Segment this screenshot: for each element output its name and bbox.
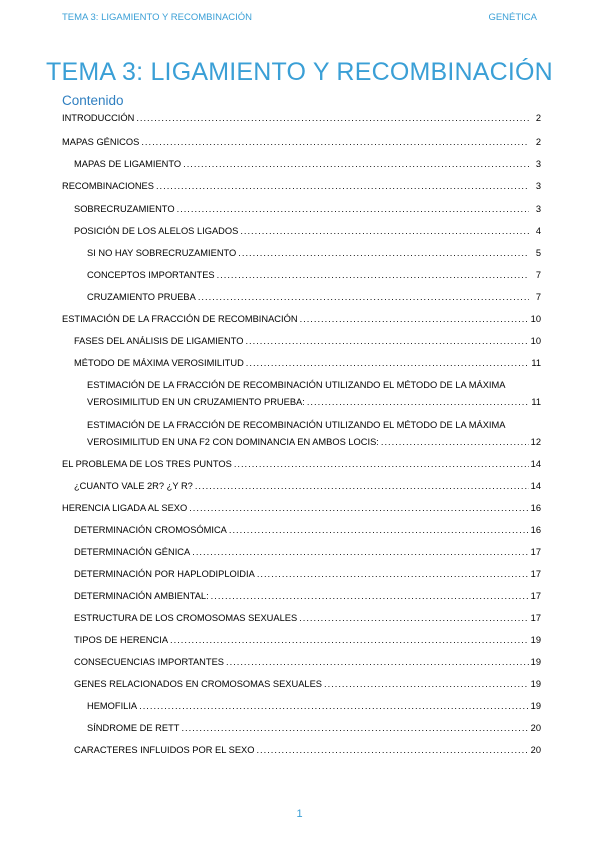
toc-leader — [211, 589, 529, 603]
toc-entry[interactable] — [62, 743, 541, 757]
toc-entry-text: TIPOS DE HERENCIA — [74, 635, 169, 645]
toc-leader — [141, 135, 529, 149]
toc-page-number: 10 — [530, 336, 541, 346]
toc-entry-text: DETERMINACIÓN CROMOSÓMICA — [74, 525, 227, 535]
toc-leader — [136, 111, 529, 125]
toc-page-number: 3 — [535, 159, 541, 169]
toc-page-number: 16 — [530, 503, 541, 513]
toc-entry[interactable] — [62, 633, 541, 647]
toc-entry-text: ESTIMACIÓN DE LA FRACCIÓN DE RECOMBINACIÓN UTILIZANDO EL MÉTODO DE LA MÁXIMA — [87, 420, 506, 430]
toc-entry-text: CONSECUENCIAS IMPORTANTES — [74, 657, 224, 667]
toc-leader — [177, 202, 529, 216]
toc-leader — [198, 290, 529, 304]
toc-entry[interactable] — [62, 312, 541, 326]
toc-page-number: 3 — [535, 181, 541, 191]
toc-entry[interactable] — [62, 567, 541, 581]
toc-entry[interactable] — [62, 157, 541, 171]
toc-entry-text: MAPAS GÉNICOS — [62, 137, 140, 147]
toc-entry[interactable] — [62, 111, 541, 125]
toc-leader — [183, 157, 529, 171]
toc-leader — [307, 394, 529, 411]
document-title: TEMA 3: LIGAMIENTO Y RECOMBINACIÓN — [46, 58, 553, 86]
toc-page-number: 11 — [531, 397, 541, 407]
toc-entry[interactable] — [62, 290, 541, 304]
toc-entry[interactable] — [62, 523, 541, 537]
toc-entry-text: VEROSIMILITUD EN UN CRUZAMIENTO PRUEBA: — [87, 397, 305, 407]
page-number-footer: 1 — [296, 808, 303, 820]
toc-page-number: 19 — [530, 657, 541, 667]
toc-entry-text: DETERMINACIÓN AMBIENTAL: — [74, 591, 209, 601]
toc-entry-text: MAPAS DE LIGAMIENTO — [74, 159, 182, 169]
toc-entry-text: MÉTODO DE MÁXIMA VEROSIMILITUD — [74, 358, 244, 368]
toc-entry-text: VEROSIMILITUD EN UNA F2 CON DOMINANCIA EN AMBOS LOCIS: — [87, 437, 379, 447]
toc-page-number: 17 — [530, 591, 541, 601]
toc-entry[interactable] — [62, 479, 541, 493]
toc-entry[interactable] — [62, 179, 541, 193]
toc-leader — [139, 699, 529, 713]
toc-leader — [181, 721, 528, 735]
toc-page-number: 19 — [530, 701, 541, 711]
toc-page-number: 14 — [530, 481, 541, 491]
toc-page-number: 2 — [535, 113, 541, 123]
toc-entry[interactable] — [62, 417, 541, 451]
toc-leader — [238, 246, 529, 260]
toc-leader — [246, 356, 529, 370]
toc-entry-text: ESTIMACIÓN DE LA FRACCIÓN DE RECOMBINACIÓN UTILIZANDO EL MÉTODO DE LA MÁXIMA — [87, 380, 506, 390]
toc-leader — [245, 334, 528, 348]
page-header — [62, 12, 537, 26]
toc-page-number: 7 — [535, 270, 541, 280]
toc-entry[interactable] — [62, 268, 541, 282]
toc-leader — [257, 567, 529, 581]
toc-leader — [381, 434, 529, 451]
toc-page-number: 2 — [535, 137, 541, 147]
toc-leader — [324, 677, 529, 691]
toc-page-number: 20 — [530, 745, 541, 755]
toc-entry[interactable] — [62, 721, 541, 735]
toc-page-number: 17 — [530, 569, 541, 579]
toc-entry-text: HEMOFILIA — [87, 701, 138, 711]
toc-entry-text: CRUZAMIENTO PRUEBA — [87, 292, 196, 302]
toc-entry[interactable] — [62, 677, 541, 691]
header-right: GENÉTICA — [488, 12, 537, 23]
toc-page-number: 5 — [535, 248, 541, 258]
toc-entry-text: SÍNDROME DE RETT — [87, 723, 180, 733]
toc-entry-text: SI NO HAY SOBRECRUZAMIENTO — [87, 248, 237, 258]
toc-page-number: 20 — [530, 723, 541, 733]
toc-entry-text: CONCEPTOS IMPORTANTES — [87, 270, 215, 280]
toc-leader — [240, 224, 529, 238]
toc-leader — [234, 457, 529, 471]
toc-page-number: 7 — [535, 292, 541, 302]
toc-entry[interactable] — [62, 545, 541, 559]
toc-entry[interactable] — [62, 202, 541, 216]
toc-page-number: 16 — [530, 525, 541, 535]
toc-entry[interactable] — [62, 135, 541, 149]
toc-leader — [156, 179, 529, 193]
toc-leader — [170, 633, 529, 647]
toc-entry[interactable] — [62, 246, 541, 260]
toc-entry[interactable] — [62, 699, 541, 713]
toc-page-number: 12 — [530, 437, 541, 447]
toc-entry-text: DETERMINACIÓN GÉNICA — [74, 547, 191, 557]
toc-entry-text: EL PROBLEMA DE LOS TRES PUNTOS — [62, 459, 232, 469]
toc-entry-text: POSICIÓN DE LOS ALELOS LIGADOS — [74, 226, 239, 236]
toc-leader — [226, 655, 529, 669]
toc-entry[interactable] — [62, 334, 541, 348]
toc-entry-text: DETERMINACIÓN POR HAPLODIPLOIDIA — [74, 569, 255, 579]
toc-entry-text: HERENCIA LIGADA AL SEXO — [62, 503, 188, 513]
header-left: TEMA 3: LIGAMIENTO Y RECOMBINACIÓN — [62, 12, 253, 23]
toc-entry-text: INTRODUCCIÓN — [62, 113, 135, 123]
toc-leader — [299, 611, 528, 625]
toc-entry[interactable] — [62, 501, 541, 515]
toc-entry-text: GENES RELACIONADOS EN CROMOSOMAS SEXUALES — [74, 679, 322, 689]
toc-leader — [256, 743, 528, 757]
toc-entry-text: ¿CUANTO VALE 2R? ¿Y R? — [74, 481, 193, 491]
toc-entry[interactable] — [62, 589, 541, 603]
toc-entry-text: ESTIMACIÓN DE LA FRACCIÓN DE RECOMBINACIÓN — [62, 314, 298, 324]
toc-entry-text: CARACTERES INFLUIDOS POR EL SEXO — [74, 745, 255, 755]
toc-page-number: 10 — [530, 314, 541, 324]
toc-leader — [229, 523, 529, 537]
toc-page-number: 14 — [530, 459, 541, 469]
toc-leader — [195, 479, 529, 493]
toc-entry[interactable] — [62, 377, 541, 411]
toc-page-number: 11 — [531, 358, 541, 368]
toc-leader — [300, 312, 529, 326]
toc-entry[interactable] — [62, 655, 541, 669]
toc-entry-text: ESTRUCTURA DE LOS CROMOSOMAS SEXUALES — [74, 613, 298, 623]
toc-page-number: 17 — [530, 547, 541, 557]
toc-entry[interactable] — [62, 457, 541, 471]
toc-page-number: 3 — [535, 204, 541, 214]
toc-entry-text: RECOMBINACIONES — [62, 181, 154, 191]
toc-entry[interactable] — [62, 356, 541, 370]
toc-entry-text: FASES DEL ANÁLISIS DE LIGAMIENTO — [74, 336, 244, 346]
toc-page-number: 19 — [530, 679, 541, 689]
toc-entry-text: SOBRECRUZAMIENTO — [74, 204, 175, 214]
toc-page-number: 4 — [535, 226, 541, 236]
toc-entry[interactable] — [62, 224, 541, 238]
toc-leader — [217, 268, 529, 282]
contents-heading: Contenido — [62, 93, 124, 108]
toc-leader — [192, 545, 528, 559]
toc-entry[interactable] — [62, 611, 541, 625]
toc-page-number: 19 — [530, 635, 541, 645]
toc-leader — [189, 501, 528, 515]
toc-page-number: 17 — [530, 613, 541, 623]
